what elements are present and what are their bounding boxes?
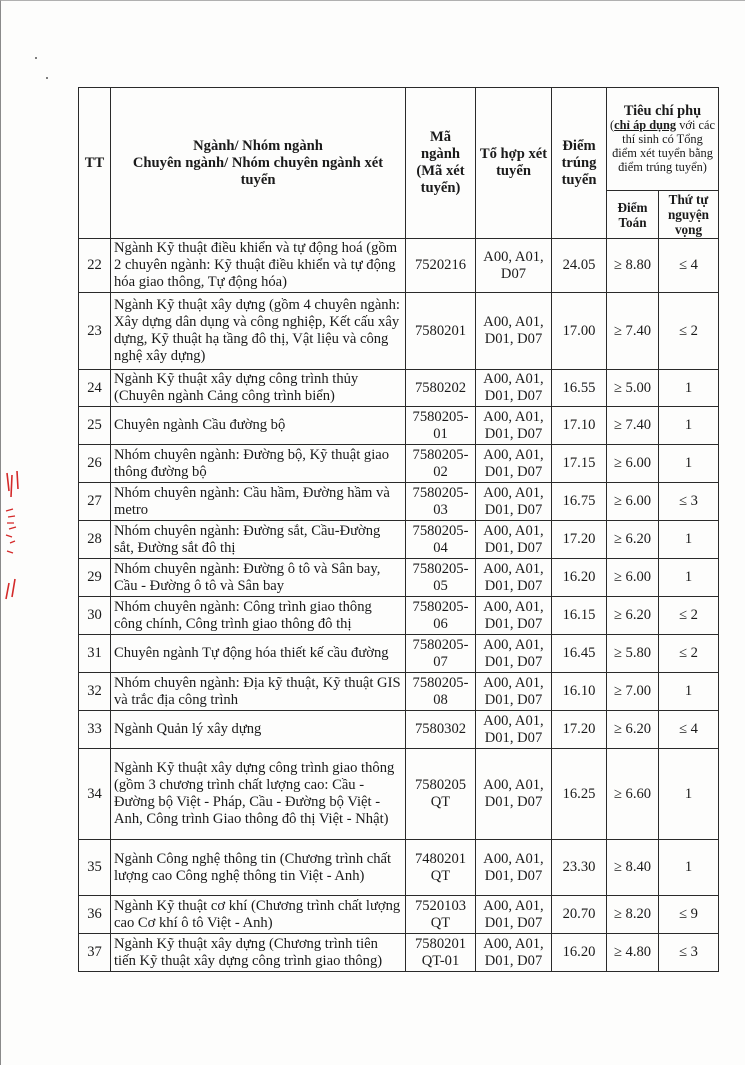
table-row bbox=[79, 370, 719, 407]
row-score: 17.10 bbox=[552, 407, 607, 445]
row-score: 20.70 bbox=[552, 896, 607, 934]
row-order: ≤ 2 bbox=[659, 635, 719, 673]
row-name: Ngành Kỹ thuật xây dựng công trình thủy (Chuyên ngành Cảng công trình biển) bbox=[111, 370, 406, 407]
row-math: ≥ 8.40 bbox=[607, 840, 659, 896]
row-score: 16.20 bbox=[552, 559, 607, 597]
row-order: 1 bbox=[659, 370, 719, 407]
row-combo: A00, A01, D01, D07 bbox=[476, 673, 552, 711]
row-tt: 29 bbox=[79, 559, 111, 597]
row-order: 1 bbox=[659, 749, 719, 840]
row-score: 17.20 bbox=[552, 711, 607, 749]
row-name: Nhóm chuyên ngành: Đường ô tô và Sân bay, Cầu - Đường ô tô và Sân bay bbox=[111, 559, 406, 597]
row-combo: A00, A01, D01, D07 bbox=[476, 445, 552, 483]
header-math: Điểm Toán bbox=[607, 191, 659, 239]
row-code: 7580205-05 bbox=[406, 559, 476, 597]
table-row bbox=[79, 749, 719, 840]
row-combo: A00, A01, D01, D07 bbox=[476, 896, 552, 934]
header-tt: TT bbox=[79, 88, 111, 239]
row-code: 7480201 QT bbox=[406, 840, 476, 896]
row-code: 7520216 bbox=[406, 239, 476, 293]
row-math: ≥ 6.20 bbox=[607, 521, 659, 559]
row-order: ≤ 2 bbox=[659, 597, 719, 635]
row-code: 7580205-04 bbox=[406, 521, 476, 559]
row-name: Nhóm chuyên ngành: Đường sắt, Cầu-Đường sắt, Đường sắt đô thị bbox=[111, 521, 406, 559]
row-math: ≥ 7.40 bbox=[607, 407, 659, 445]
row-order: 1 bbox=[659, 673, 719, 711]
row-score: 17.20 bbox=[552, 521, 607, 559]
row-code: 7520103 QT bbox=[406, 896, 476, 934]
table-row bbox=[79, 483, 719, 521]
row-math: ≥ 5.80 bbox=[607, 635, 659, 673]
row-math: ≥ 6.60 bbox=[607, 749, 659, 840]
header-criteria-rest: với các thí sinh có Tổng điểm xét tuyển bằng điểm trúng tuyển) bbox=[612, 118, 716, 174]
row-order: 1 bbox=[659, 407, 719, 445]
row-tt: 26 bbox=[79, 445, 111, 483]
row-combo: A00, A01, D07 bbox=[476, 239, 552, 293]
row-score: 16.15 bbox=[552, 597, 607, 635]
row-score: 16.75 bbox=[552, 483, 607, 521]
row-code: 7580205 QT bbox=[406, 749, 476, 840]
header-criteria bbox=[607, 88, 719, 191]
table-row bbox=[79, 597, 719, 635]
scan-speck bbox=[35, 57, 37, 59]
row-tt: 37 bbox=[79, 934, 111, 972]
row-math: ≥ 7.40 bbox=[607, 293, 659, 370]
row-order: ≤ 3 bbox=[659, 483, 719, 521]
row-code: 7580205-02 bbox=[406, 445, 476, 483]
row-name: Ngành Kỹ thuật xây dựng (Chương trình tiên tiến Kỹ thuật xây dựng công trình giao thông) bbox=[111, 934, 406, 972]
row-code: 7580205-06 bbox=[406, 597, 476, 635]
row-tt: 33 bbox=[79, 711, 111, 749]
header-criteria-title: Tiêu chí phụ bbox=[623, 103, 702, 119]
row-name: Nhóm chuyên ngành: Địa kỹ thuật, Kỹ thuật GIS và trắc địa công trình bbox=[111, 673, 406, 711]
row-tt: 31 bbox=[79, 635, 111, 673]
row-math: ≥ 6.00 bbox=[607, 559, 659, 597]
row-combo: A00, A01, D01, D07 bbox=[476, 559, 552, 597]
table-row bbox=[79, 711, 719, 749]
row-code: 7580205-08 bbox=[406, 673, 476, 711]
table-row bbox=[79, 293, 719, 370]
table-row bbox=[79, 635, 719, 673]
row-tt: 35 bbox=[79, 840, 111, 896]
row-combo: A00, A01, D01, D07 bbox=[476, 370, 552, 407]
row-score: 16.10 bbox=[552, 673, 607, 711]
row-combo: A00, A01, D01, D07 bbox=[476, 840, 552, 896]
row-tt: 25 bbox=[79, 407, 111, 445]
red-stamp-mark bbox=[3, 471, 25, 601]
row-score: 16.25 bbox=[552, 749, 607, 840]
header-major bbox=[111, 88, 406, 239]
scan-speck bbox=[46, 77, 48, 79]
header-order: Thứ tự nguyện vọng bbox=[659, 191, 719, 239]
row-name: Ngành Kỹ thuật cơ khí (Chương trình chất lượng cao Cơ khí ô tô Việt - Anh) bbox=[111, 896, 406, 934]
row-name: Ngành Quản lý xây dựng bbox=[111, 711, 406, 749]
row-combo: A00, A01, D01, D07 bbox=[476, 293, 552, 370]
row-math: ≥ 4.80 bbox=[607, 934, 659, 972]
row-tt: 36 bbox=[79, 896, 111, 934]
row-math: ≥ 6.20 bbox=[607, 711, 659, 749]
row-score: 23.30 bbox=[552, 840, 607, 896]
table-row bbox=[79, 239, 719, 293]
row-combo: A00, A01, D01, D07 bbox=[476, 521, 552, 559]
row-name: Ngành Kỹ thuật xây dựng công trình giao thông (gồm 3 chương trình chất lượng cao: Cầu - Đường bộ Việt - Pháp, Cầu - Đường bộ Việt - Anh, Công trình Giao thông đô thị Việt - Nhật) bbox=[111, 749, 406, 840]
table-row bbox=[79, 934, 719, 972]
row-math: ≥ 7.00 bbox=[607, 673, 659, 711]
row-order: ≤ 9 bbox=[659, 896, 719, 934]
row-math: ≥ 8.80 bbox=[607, 239, 659, 293]
header-criteria-underlined: chỉ áp dụng bbox=[614, 118, 677, 132]
row-score: 16.45 bbox=[552, 635, 607, 673]
row-order: 1 bbox=[659, 559, 719, 597]
table-row bbox=[79, 445, 719, 483]
row-score: 17.00 bbox=[552, 293, 607, 370]
table-row bbox=[79, 521, 719, 559]
row-name: Ngành Kỹ thuật điều khiển và tự động hoá (gồm 2 chuyên ngành: Kỹ thuật điều khiển và tự động hóa giao thông, Tự động hóa) bbox=[111, 239, 406, 293]
row-code: 7580202 bbox=[406, 370, 476, 407]
header-major-line2: Chuyên ngành/ Nhóm chuyên ngành xét tuyển bbox=[132, 154, 384, 188]
header-combo: Tổ hợp xét tuyển bbox=[476, 88, 552, 239]
row-score: 17.15 bbox=[552, 445, 607, 483]
table-row bbox=[79, 840, 719, 896]
row-tt: 24 bbox=[79, 370, 111, 407]
table-row bbox=[79, 896, 719, 934]
row-tt: 23 bbox=[79, 293, 111, 370]
header-criteria-open: ( bbox=[610, 118, 615, 132]
table-row bbox=[79, 673, 719, 711]
row-order: ≤ 4 bbox=[659, 239, 719, 293]
row-name: Ngành Công nghệ thông tin (Chương trình chất lượng cao Công nghệ thông tin Việt - Anh) bbox=[111, 840, 406, 896]
row-tt: 28 bbox=[79, 521, 111, 559]
row-tt: 30 bbox=[79, 597, 111, 635]
row-combo: A00, A01, D01, D07 bbox=[476, 934, 552, 972]
row-tt: 34 bbox=[79, 749, 111, 840]
row-name: Nhóm chuyên ngành: Đường bộ, Kỹ thuật giao thông đường bộ bbox=[111, 445, 406, 483]
table-row bbox=[79, 559, 719, 597]
header-major-line1: Ngành/ Nhóm ngành bbox=[193, 137, 323, 154]
row-name: Ngành Kỹ thuật xây dựng (gồm 4 chuyên ngành: Xây dựng dân dụng và công nghiệp, Kết cấu xây dựng, Kỹ thuật hạ tầng đô thị, Vật liệu và công nghệ xây dựng) bbox=[111, 293, 406, 370]
header-score: Điểm trúng tuyển bbox=[552, 88, 607, 239]
header-row bbox=[79, 88, 719, 191]
row-name: Chuyên ngành Tự động hóa thiết kế cầu đường bbox=[111, 635, 406, 673]
admission-score-table bbox=[78, 87, 719, 972]
row-math: ≥ 8.20 bbox=[607, 896, 659, 934]
row-tt: 22 bbox=[79, 239, 111, 293]
row-code: 7580205-01 bbox=[406, 407, 476, 445]
header-code: Mã ngành (Mã xét tuyển) bbox=[406, 88, 476, 239]
row-code: 7580205-07 bbox=[406, 635, 476, 673]
row-order: ≤ 2 bbox=[659, 293, 719, 370]
row-combo: A00, A01, D01, D07 bbox=[476, 749, 552, 840]
row-code: 7580201 bbox=[406, 293, 476, 370]
row-math: ≥ 5.00 bbox=[607, 370, 659, 407]
row-order: 1 bbox=[659, 445, 719, 483]
row-math: ≥ 6.00 bbox=[607, 445, 659, 483]
row-name: Chuyên ngành Cầu đường bộ bbox=[111, 407, 406, 445]
row-order: ≤ 4 bbox=[659, 711, 719, 749]
row-code: 7580302 bbox=[406, 711, 476, 749]
row-score: 16.20 bbox=[552, 934, 607, 972]
table-row bbox=[79, 407, 719, 445]
row-score: 24.05 bbox=[552, 239, 607, 293]
row-math: ≥ 6.00 bbox=[607, 483, 659, 521]
row-code: 7580201 QT-01 bbox=[406, 934, 476, 972]
row-order: 1 bbox=[659, 840, 719, 896]
row-order: ≤ 3 bbox=[659, 934, 719, 972]
row-combo: A00, A01, D01, D07 bbox=[476, 635, 552, 673]
row-combo: A00, A01, D01, D07 bbox=[476, 483, 552, 521]
row-tt: 27 bbox=[79, 483, 111, 521]
row-combo: A00, A01, D01, D07 bbox=[476, 711, 552, 749]
row-order: 1 bbox=[659, 521, 719, 559]
row-name: Nhóm chuyên ngành: Cầu hầm, Đường hầm và metro bbox=[111, 483, 406, 521]
table-body bbox=[79, 239, 719, 972]
row-name: Nhóm chuyên ngành: Công trình giao thông công chính, Công trình giao thông đô thị bbox=[111, 597, 406, 635]
row-score: 16.55 bbox=[552, 370, 607, 407]
row-math: ≥ 6.20 bbox=[607, 597, 659, 635]
row-tt: 32 bbox=[79, 673, 111, 711]
row-combo: A00, A01, D01, D07 bbox=[476, 407, 552, 445]
row-combo: A00, A01, D01, D07 bbox=[476, 597, 552, 635]
row-code: 7580205-03 bbox=[406, 483, 476, 521]
